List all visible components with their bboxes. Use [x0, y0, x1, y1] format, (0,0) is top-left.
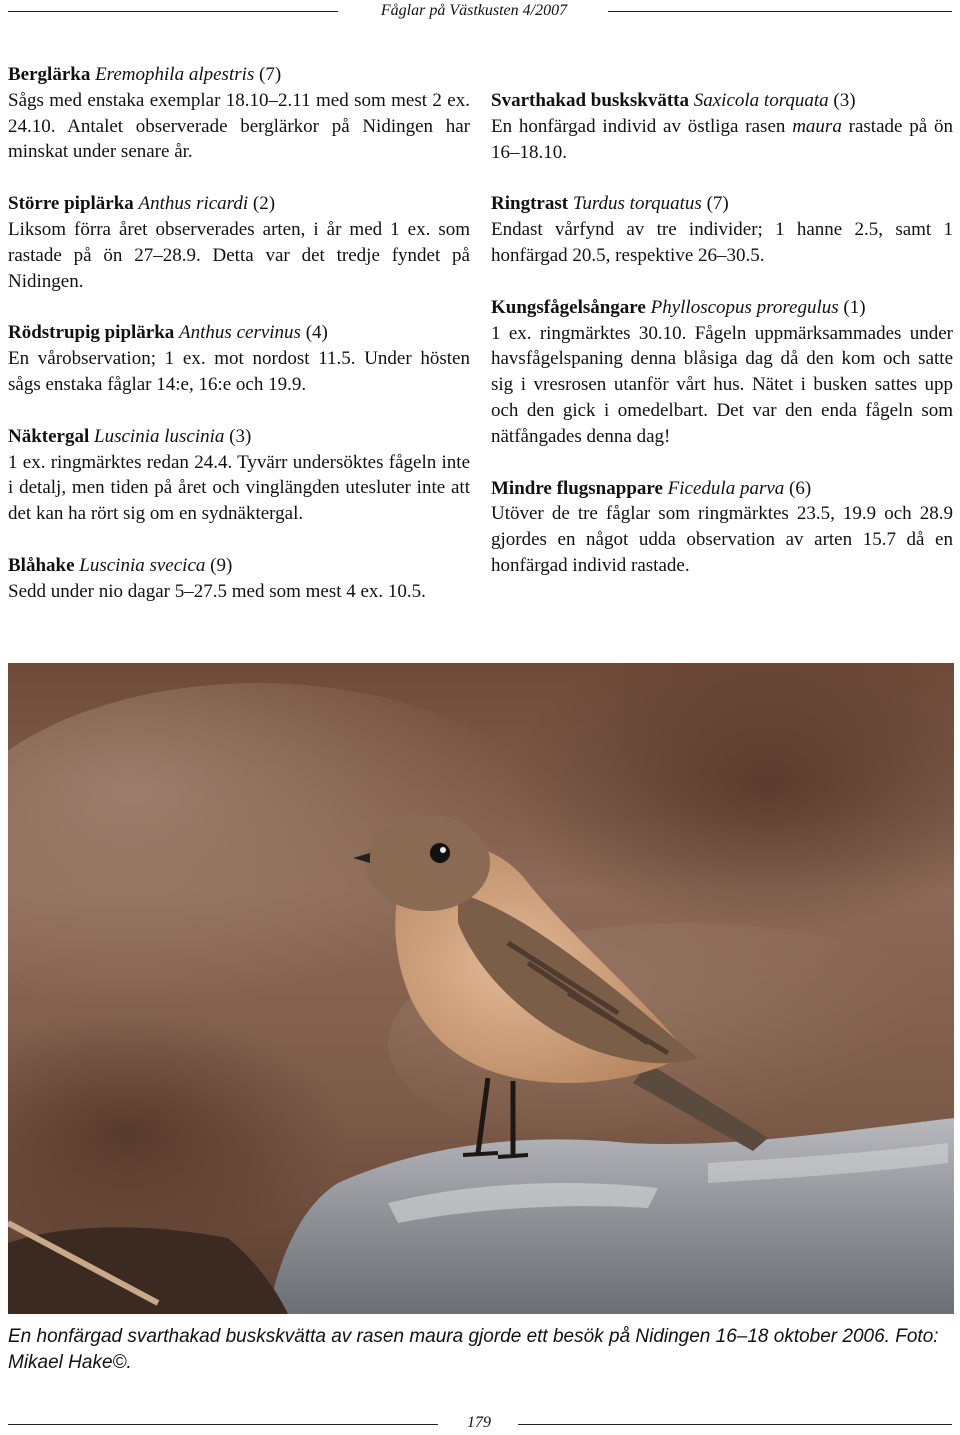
- species-name: Kungsfågelsångare: [491, 296, 646, 318]
- species-entry: [8, 320, 470, 397]
- record-count: (9): [210, 554, 233, 576]
- latin-name: Saxicola torquata: [693, 90, 829, 111]
- running-header: [8, 0, 952, 22]
- latin-name: Luscinia luscinia: [94, 425, 225, 447]
- species-name: Blåhake: [8, 554, 75, 576]
- species-name: Berglärka: [8, 64, 91, 85]
- species-entry: [491, 88, 953, 165]
- latin-name: Turdus torquatus: [572, 193, 702, 215]
- species-entry: [491, 476, 953, 579]
- header-rule-right: [608, 11, 952, 12]
- latin-name: Anthus cervinus: [179, 322, 301, 344]
- journal-title: Fåglar på Västkusten 4/2007: [380, 2, 568, 19]
- entry-text: Sågs med enstaka exemplar 18.10–2.11 med som mest 2 ex. 24.10. Antalet observerade berglärkor på Nidingen har minskat under senare år.: [8, 89, 470, 163]
- entry-text: 1 ex. ringmärktes 30.10. Fågeln uppmärksammades under havsfågelspaning denna blåsiga dag då den kom och satte sig i vresrosen utanför vårt hus. Nätet i busken sattes upp och den gick i omedelbart. Det var den enda fågeln som nätfångades denna dag!: [491, 322, 953, 447]
- bird-photo: [8, 663, 954, 1314]
- species-name: Större piplärka: [8, 193, 134, 215]
- photo-caption: En honfärgad svarthakad buskskvätta av rasen maura gjorde ett besök på Nidingen 16–18 oktober 2006. Foto: Mikael Hake©.: [8, 1326, 939, 1373]
- entry-text: Liksom förra året observerades arten, i år med 1 ex. som rastade på ön 27–28.9. Detta var det tredje fyndet på Nidingen.: [8, 218, 470, 292]
- stonechat-illustration: [8, 663, 954, 1314]
- page-number: 179: [467, 1414, 491, 1431]
- record-count: (3): [229, 425, 252, 447]
- page-footer: [8, 1412, 952, 1432]
- species-name: Svarthakad buskskvätta: [491, 90, 689, 111]
- record-count: (3): [833, 90, 856, 111]
- record-count: (1): [843, 296, 866, 318]
- entry-text: En vårobservation; 1 ex. mot nordost 11.5. Under hösten sågs enstaka fåglar 14:e, 16:e och 19.9.: [8, 348, 470, 395]
- species-name: Ringtrast: [491, 193, 569, 215]
- latin-name: Phylloscopus proregulus: [650, 296, 839, 318]
- left-column: [8, 62, 470, 631]
- species-name: Mindre flugsnappare: [491, 477, 663, 499]
- right-column: [491, 88, 953, 605]
- entry-text: Sedd under nio dagar 5–27.5 med som mest 4 ex. 10.5.: [8, 580, 426, 602]
- record-count: (7): [706, 193, 729, 215]
- entry-text: 1 ex. ringmärktes redan 24.4. Tyvärr undersöktes fågeln inte i detalj, men tiden på året och vinglängden utesluter inte att det kan ha rört sig om en sydnäktergal.: [8, 451, 470, 525]
- latin-name: Ficedula parva: [667, 477, 785, 499]
- species-entry: [491, 295, 953, 450]
- footer-rule-right: [518, 1424, 952, 1425]
- record-count: (6): [789, 477, 812, 499]
- subspecies-name: maura: [792, 115, 842, 137]
- species-entry: [8, 553, 470, 605]
- species-entry: [8, 62, 470, 165]
- entry-text: Utöver de tre fåglar som ringmärktes 23.5, 19.9 och 28.9 gjordes en något udda observation av arten 15.7 då en honfärgad individ rastade.: [491, 503, 953, 576]
- record-count: (4): [305, 322, 328, 344]
- entry-text: Endast vårfynd av tre individer; 1 hanne 2.5, samt 1 honfärgad 20.5, respektive 26–30.5.: [491, 219, 953, 266]
- latin-name: Eremophila alpestris: [95, 64, 255, 85]
- species-name: Rödstrupig piplärka: [8, 322, 175, 344]
- species-entry: [491, 191, 953, 268]
- species-name: Näktergal: [8, 425, 90, 447]
- record-count: (7): [259, 64, 282, 85]
- latin-name: Luscinia svecica: [79, 554, 206, 576]
- record-count: (2): [252, 193, 276, 215]
- header-rule-left: [8, 11, 338, 12]
- latin-name: Anthus ricardi: [138, 193, 249, 215]
- entry-text: En honfärgad individ av östliga rasen maura rastade på ön 16–18.10.: [491, 115, 954, 163]
- footer-rule-left: [8, 1424, 438, 1425]
- species-entry: [8, 191, 470, 294]
- species-entry: [8, 424, 470, 527]
